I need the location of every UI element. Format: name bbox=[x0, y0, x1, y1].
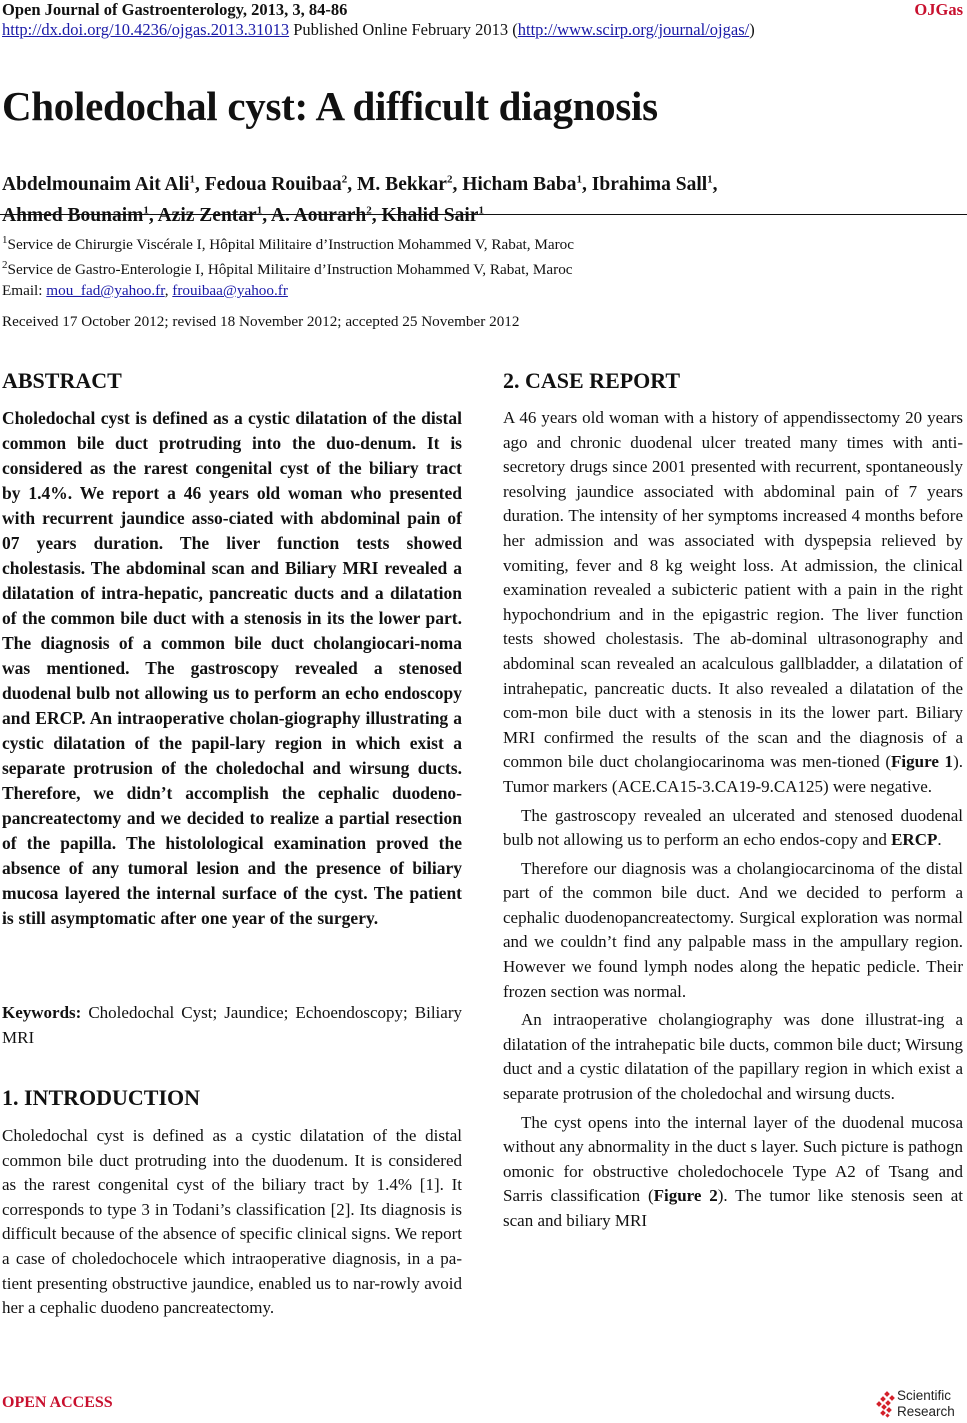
paper-title: Choledochal cyst: A difficult diagnosis bbox=[2, 83, 658, 129]
paragraph: The cyst opens into the internal layer of the duodenal mucosa without any abnormality in the duct s layer. Such picture is pathogn omonic for obstructive choledochocele Type A2 of Tsang and Sarris classification (Figure 2). The tumor like stenosis seen at scan and biliary MRI bbox=[503, 1112, 963, 1230]
publisher-name-line-1: Scientific bbox=[897, 1388, 952, 1403]
journal-citation: Open Journal of Gastroenterology, 2013, 3, 84-86 bbox=[2, 0, 348, 19]
paragraph: An intraoperative cholangiography was done illustrat-ing a dilatation of the intrahepatic bile ducts, common bile duct; Wirsung duct and a cystic dilatation of the papillary region in which exist a separate protrusion of the choledochal and wirsung ducts. bbox=[503, 1010, 963, 1104]
case-report-heading: 2. CASE REPORT bbox=[503, 368, 681, 393]
abstract-heading: ABSTRACT bbox=[2, 368, 122, 393]
affiliation: $^1$Service de Chirurgie Viscérale I, Hôpital Militaire d’Instruction Mohammed V, Rabat, Maroc bbox=[2, 234, 575, 254]
published-text-end: ) bbox=[749, 20, 755, 39]
published-text: Published Online February 2013 ( bbox=[289, 20, 518, 39]
author-line-1 bbox=[2, 166, 718, 198]
affiliation: $^2$Service de Gastro-Enterologie I, Hôpital Militaire d’Instruction Mohammed V, Rabat, Maroc bbox=[2, 259, 573, 279]
paragraph: A 46 years old woman with a history of appendissectomy 20 years ago and chronic duodenal ulcer treated many times with anti-secretory drugs since 2001 presented with recurrent, spontaneously resolving jaundice associated with abdominal pain of 7 years duration. The intensity of her symptoms increased 4 months before her admission and was associated with dyspepsia relieved by vomiting, fever and 8 kg weight loss. At admission, the clinical examination revealed a subicteric patient with a pain in the right hypochondrium and in the epigastric region. The liver function tests showed cholestasis. The ab-dominal ultrasonography and abdominal scan revealed an acalculous gallbladder, a dilatation of intrahepatic, pancreatic ducts. It also revealed a dilatation of the com-mon bile duct with a stenosis in its the lower part. Biliary MRI confirmed the results of the scan and the diagnosis of a common bile duct cholangiocarinoma was men-tioned (Figure 1). Tumor markers (ACE.CA15-3.CA19-9.CA125) were negative. bbox=[503, 408, 963, 796]
received-dates: Received 17 October 2012; revised 18 November 2012; accepted 25 November 2012 bbox=[2, 313, 520, 330]
author: Khalid Sair$^1$ bbox=[381, 204, 484, 226]
running-head bbox=[2, 0, 965, 40]
abbreviation: ERCP bbox=[891, 830, 938, 850]
author: Aziz Zentar$^1$, bbox=[157, 204, 271, 226]
figure-ref[interactable]: Figure 2 bbox=[653, 1186, 718, 1206]
header-divider bbox=[0, 214, 967, 215]
figure-ref[interactable]: Figure 1 bbox=[891, 752, 954, 772]
introduction-text: Choledochal cyst is defined as a cystic dilatation of the distal common bile duct protruding into the duodenum. It is considered as the rarest congenital cyst of the biliary tract by 1.4% [1]. It corresponds to type 3 in Todani’s classification [2]. Its diagnosis is difficult because of the absence of specific clinical signs. We report a case of choledochocele which intraoperative diagnosis, in a pa-tient presenting obstructive jaundice, enabled us to nar-rowly avoid her a cephalic duodeno pancreatectomy. bbox=[2, 1126, 462, 1318]
doi-link[interactable]: http://dx.doi.org/10.4236/ojgas.2013.31013 bbox=[2, 20, 290, 39]
publisher-name-line-2: Research bbox=[897, 1403, 955, 1419]
journal-link[interactable]: http://www.scirp.org/journal/ojgas/ bbox=[517, 20, 750, 39]
author: M. Bekkar$^2$, bbox=[357, 173, 463, 195]
case-report-body bbox=[503, 406, 963, 1234]
affiliations bbox=[2, 230, 574, 301]
author: Abdelmounaim Ait Ali$^1$, bbox=[2, 173, 205, 195]
email-line: Email: mou_fad@yahoo.fr, frouibaa@yahoo.fr bbox=[2, 282, 288, 300]
author: Ibrahima Sall$^1$, bbox=[591, 173, 718, 195]
email-link[interactable]: frouibaa@yahoo.fr bbox=[172, 282, 288, 300]
introduction-heading: 1. INTRODUCTION bbox=[2, 1085, 201, 1110]
keywords-label: Keywords: bbox=[2, 1003, 82, 1022]
author: Ahmed Bounaim$^1$, bbox=[2, 204, 158, 226]
diamond-cluster-icon bbox=[875, 1390, 897, 1420]
keywords bbox=[2, 1000, 462, 1050]
paragraph: Therefore our diagnosis was a cholangiocarcinoma of the distal part of the common bile duct. And we decided to perform a cephalic duodenopancreatectomy. Surgical exploration was normal and we couldn’t find any palpable mass in the ampullary region. However we found lymph nodes along the hepatic pedicle. Their frozen section was normal. bbox=[503, 858, 963, 1001]
abstract-text: Choledochal cyst is defined as a cystic dilatation of the distal common bile duct protruding into the duo-denum. It is considered as the rarest congenital cyst of the biliary tract by 1.4%. We report a 46 years old woman who presented with recurrent jaundice asso-ciated with abdominal pain of 07 years duration. The liver function tests showed cholestasis. The abdominal scan and Biliary MRI revealed a dilatation of intra-hepatic, pancreatic ducts and a dilatation of the common bile duct with a stenosis in its the lower part. The diagnosis of a common bile duct cholangiocari-noma was mentioned. The gastroscopy revealed a stenosed duodenal bulb not allowing us to perform an echo endoscopy and ERCP. An intraoperative cholan-giography illustrating a cystic dilatation of the papil-lary region in which exist a separate protrusion of the choledochal and wirsung ducts. Therefore, we didn’t accomplish the cephalic duodeno-pancreatectomy and we decided to realize a partial resection of the papilla. The histolological examination proved the absence of any tumoral lesion and the presence of biliary mucosa layered the internal surface of the cyst. The patient is still asymptomatic after one year of the surgery. bbox=[2, 408, 462, 928]
scientific-research-logo bbox=[875, 1388, 967, 1422]
author: Hicham Baba$^1$, bbox=[462, 173, 592, 195]
author-list bbox=[2, 166, 718, 229]
open-access-label: OPEN ACCESS bbox=[2, 1394, 113, 1411]
author: Fedoua Rouibaa$^2$, bbox=[204, 173, 358, 195]
email-link[interactable]: mou_fad@yahoo.fr bbox=[46, 282, 165, 300]
journal-short-name: OJGas bbox=[914, 0, 963, 19]
email-label: Email: bbox=[2, 282, 47, 300]
keywords-text: Choledochal Cyst; Jaundice; Echoendoscopy; Biliary MRI bbox=[2, 1003, 462, 1047]
author: A. Aourarh$^2$, bbox=[270, 204, 382, 226]
paragraph: The gastroscopy revealed an ulcerated and stenosed duodenal bulb not allowing us to perform an echo endos-copy and ERCP. bbox=[503, 805, 963, 850]
